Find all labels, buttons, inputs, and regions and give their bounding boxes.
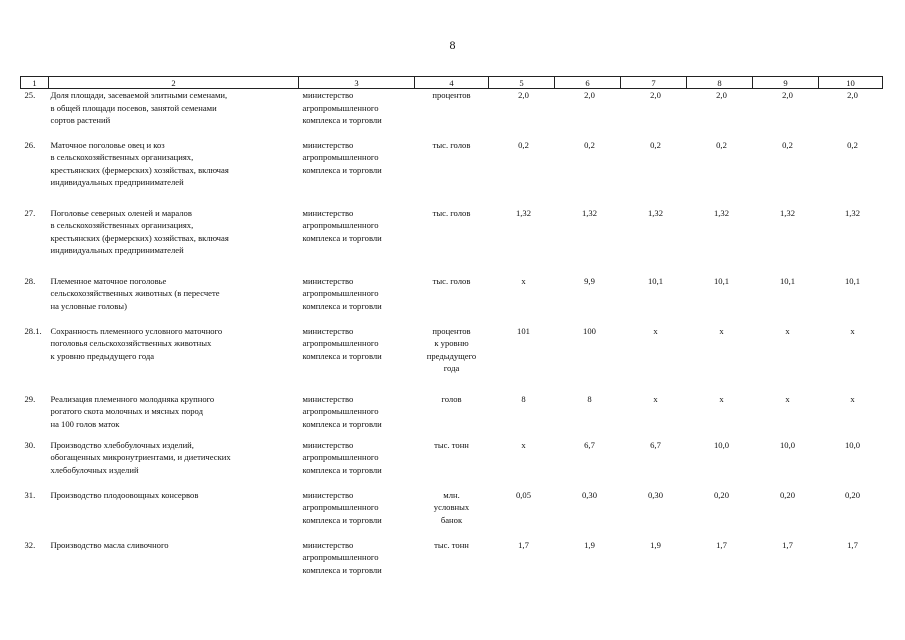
column-header: 6: [555, 77, 621, 89]
indicator-value: 0,2: [518, 139, 529, 150]
unit-of-measure: тыс. тонн: [434, 439, 469, 450]
responsible-executor: министерство агропромышленного комплекса и торговли: [302, 207, 382, 243]
row-number: 25.: [24, 90, 36, 100]
column-header: 10: [819, 77, 883, 89]
unit-of-measure: процентов к уровню предыдущего года: [426, 325, 477, 373]
column-header: 8: [687, 77, 753, 89]
indicator-value: х: [785, 325, 790, 336]
indicator-value: 1,7: [847, 539, 858, 550]
indicator-name: Сохранность племенного условного маточного поголовья сельскохозяйственных животных к уровню предыдущего года: [50, 325, 223, 361]
responsible-executor: министерство агропромышленного комплекса и торговли: [302, 393, 382, 429]
indicator-value: 9,9: [584, 275, 595, 286]
unit-of-measure: тыс. голов: [432, 139, 471, 150]
unit-of-measure: тыс. голов: [432, 207, 471, 218]
indicator-value: 1,7: [518, 539, 529, 550]
indicator-value: 1,32: [779, 207, 796, 218]
responsible-executor: министерство агропромышленного комплекса и торговли: [302, 439, 382, 475]
responsible-executor: министерство агропромышленного комплекса и торговли: [302, 325, 382, 361]
indicator-value: 1,32: [515, 207, 532, 218]
indicator-value: 6,7: [650, 439, 661, 450]
indicator-value: 10,0: [779, 439, 796, 450]
indicator-value: 0,05: [515, 489, 532, 500]
page-number: 8: [449, 38, 456, 52]
indicator-value: 0,20: [713, 489, 730, 500]
unit-of-measure: голов: [441, 393, 462, 404]
indicator-value: х: [521, 275, 526, 286]
indicator-name: Племенное маточное поголовье сельскохозяйственных животных (в пересчете на условные головы): [50, 275, 220, 311]
column-header: 5: [489, 77, 555, 89]
indicator-value: 8: [521, 393, 526, 404]
responsible-executor: министерство агропромышленного комплекса и торговли: [302, 275, 382, 311]
indicator-value: 0,2: [716, 139, 727, 150]
indicator-value: 0,2: [782, 139, 793, 150]
indicator-value: 101: [517, 325, 530, 336]
indicator-value: х: [850, 393, 855, 404]
row-number: 28.: [24, 275, 36, 286]
indicator-name: Маточное поголовье овец и коз в сельскохозяйственных организациях, крестьянских (фермерских) хозяйствах, включая индивидуальных предпринимателей: [50, 139, 229, 187]
indicator-value: 10,1: [779, 275, 796, 286]
table-row: [21, 89, 883, 139]
indicator-value: 0,30: [647, 489, 664, 500]
column-header: 1: [21, 77, 49, 89]
indicator-name: Реализация племенного молодняка крупного рогатого скота молочных и мясных пород на 100 голов маток: [50, 393, 215, 429]
indicator-value: 1,32: [581, 207, 598, 218]
indicator-value: 0,2: [584, 139, 595, 150]
table-row: [21, 275, 883, 325]
table-row: [21, 489, 883, 539]
indicator-value: х: [785, 393, 790, 404]
table-row: [21, 439, 883, 489]
indicator-value: 10,1: [713, 275, 730, 286]
column-header: 7: [621, 77, 687, 89]
column-header: 2: [49, 77, 299, 89]
indicator-value: х: [653, 393, 658, 404]
indicator-value: 1,7: [716, 539, 727, 550]
indicator-value: 2,0: [584, 90, 595, 100]
table-row: [21, 325, 883, 393]
indicator-value: 1,9: [650, 539, 661, 550]
indicator-value: 10,0: [844, 439, 861, 450]
indicator-value: 2,0: [847, 90, 858, 100]
indicator-value: 1,32: [844, 207, 861, 218]
column-header: 4: [415, 77, 489, 89]
indicator-value: 10,0: [713, 439, 730, 450]
indicator-value: х: [653, 325, 658, 336]
table-row: [21, 393, 883, 439]
row-number: 31.: [24, 489, 36, 500]
responsible-executor: министерство агропромышленного комплекса и торговли: [302, 539, 382, 575]
row-number: 27.: [24, 207, 36, 218]
indicator-value: х: [719, 325, 724, 336]
header-row: [21, 77, 883, 89]
responsible-executor: министерство агропромышленного комплекса и торговли: [302, 139, 382, 175]
indicator-name: Производство хлебобулочных изделий, обогащенных микронутриентами, и диетических хлебобулочных изделий: [50, 439, 231, 475]
indicator-value: 0,30: [581, 489, 598, 500]
column-header: 9: [753, 77, 819, 89]
indicator-value: 2,0: [716, 90, 727, 100]
indicator-value: 1,9: [584, 539, 595, 550]
unit-of-measure: тыс. голов: [432, 275, 471, 286]
indicator-value: 10,1: [844, 275, 861, 286]
row-number: 32.: [24, 539, 36, 550]
row-number: 30.: [24, 439, 36, 450]
indicator-name: Доля площади, засеваемой элитными семенами, в общей площади посевов, занятой семенами сортов растений: [50, 90, 228, 125]
indicator-value: 1,7: [782, 539, 793, 550]
indicators-table: [20, 76, 883, 589]
indicator-value: 1,32: [647, 207, 664, 218]
indicator-value: 2,0: [518, 90, 529, 100]
row-number: 29.: [24, 393, 36, 404]
row-number: 26.: [24, 139, 36, 150]
indicator-value: 0,20: [844, 489, 861, 500]
table-row: [21, 539, 883, 589]
indicator-value: 6,7: [584, 439, 595, 450]
indicator-value: 0,2: [650, 139, 661, 150]
indicator-value: 8: [587, 393, 592, 404]
indicator-value: 2,0: [782, 90, 793, 100]
indicator-value: х: [719, 393, 724, 404]
indicator-value: х: [521, 439, 526, 450]
unit-of-measure: процентов: [432, 90, 471, 100]
indicator-value: 100: [583, 325, 596, 336]
indicator-value: 1,32: [713, 207, 730, 218]
responsible-executor: министерство агропромышленного комплекса и торговли: [302, 90, 382, 125]
responsible-executor: министерство агропромышленного комплекса и торговли: [302, 489, 382, 525]
row-number: 28.1.: [24, 325, 42, 336]
indicator-value: 2,0: [650, 90, 661, 100]
indicator-name: Производство масла сливочного: [50, 539, 169, 550]
indicator-value: 10,1: [647, 275, 664, 286]
indicator-value: 0,20: [779, 489, 796, 500]
indicator-name: Производство плодоовощных консервов: [50, 489, 199, 500]
unit-of-measure: тыс. тонн: [434, 539, 469, 550]
indicator-value: х: [850, 325, 855, 336]
column-header: 3: [299, 77, 415, 89]
indicator-value: 0,2: [847, 139, 858, 150]
unit-of-measure: млн. условных банок: [433, 489, 470, 525]
table-row: [21, 139, 883, 207]
indicator-name: Поголовье северных оленей и маралов в сельскохозяйственных организациях, крестьянских (фермерских) хозяйствах, включая индивидуальных предпринимателей: [50, 207, 229, 255]
table-row: [21, 207, 883, 275]
